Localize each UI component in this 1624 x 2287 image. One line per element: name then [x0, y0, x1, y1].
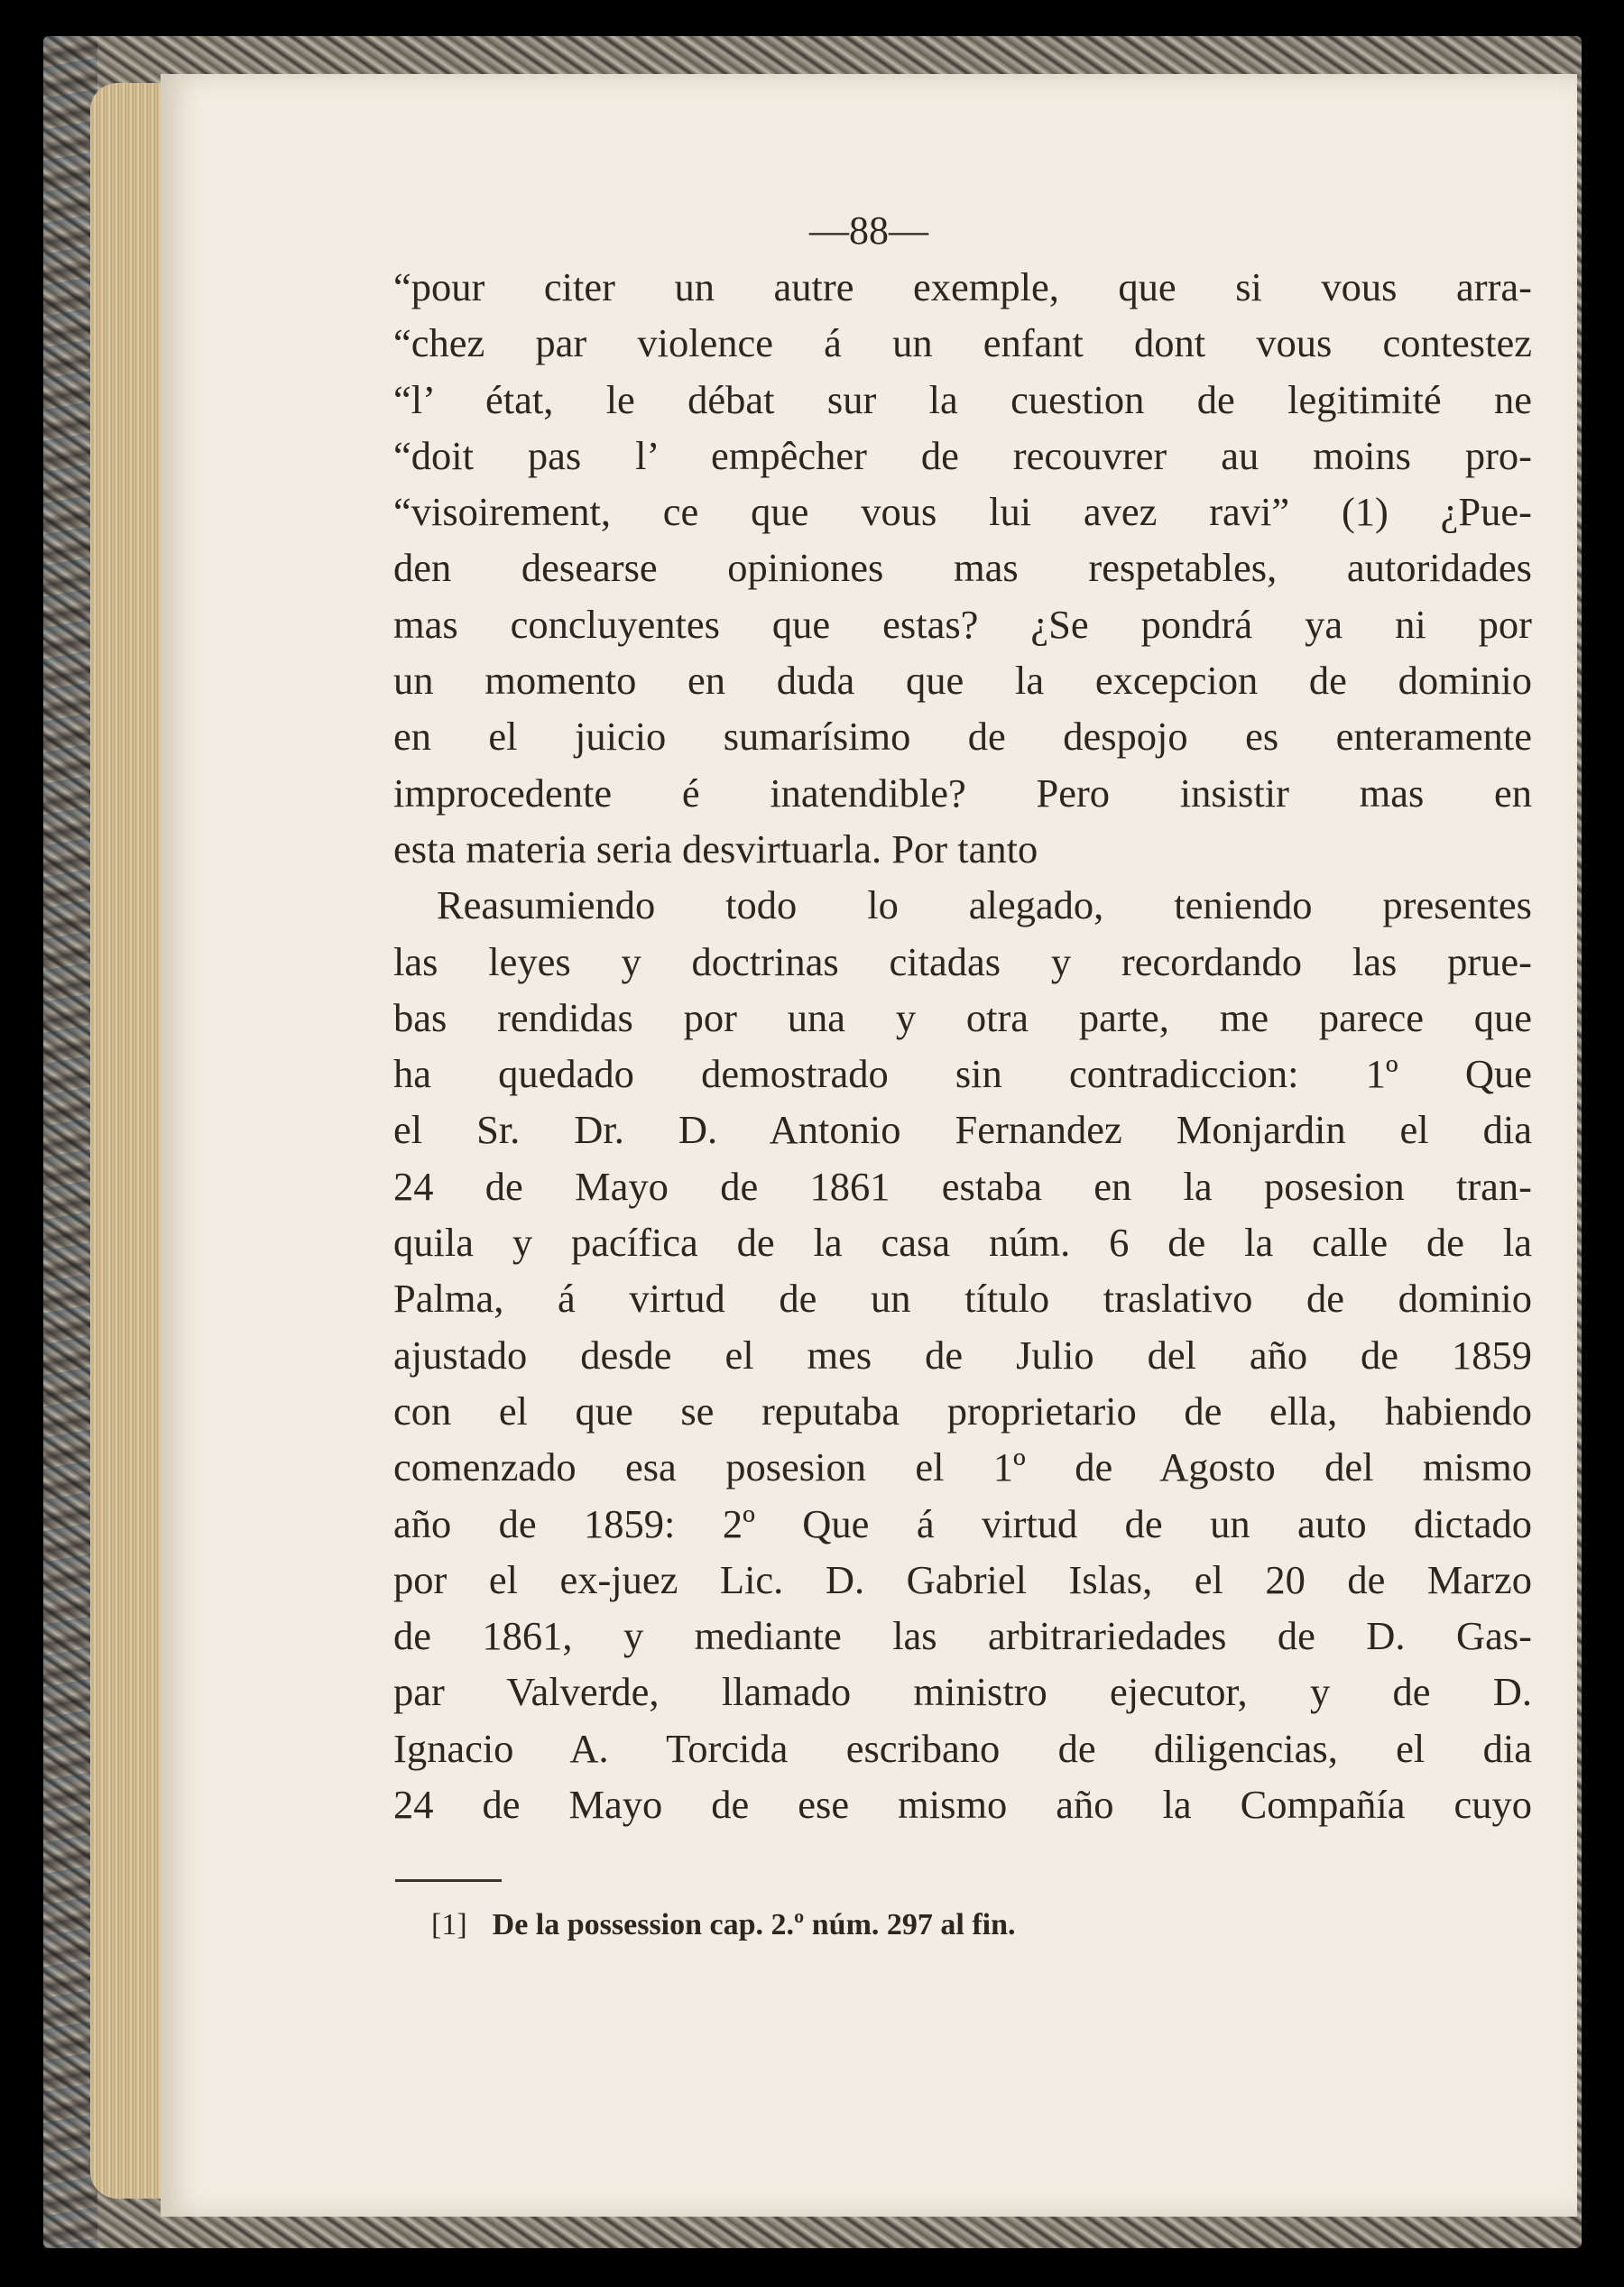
- text-line: un momento en duda que la excepcion de dominio: [393, 658, 1532, 704]
- footnote: [431, 1908, 1016, 1942]
- body-text: [393, 259, 1532, 1832]
- text-line: par Valverde, llamado ministro ejecutor, y de D.: [393, 1669, 1532, 1715]
- text-line: mas concluyentes que estas? ¿Se pondrá ya ni por: [393, 601, 1532, 647]
- text-line: esta materia seria desvirtuarla. Por tanto: [393, 825, 1038, 871]
- page-number: —88—: [809, 208, 928, 253]
- text-line: “pour citer un autre exemple, que si vous arra-: [393, 264, 1532, 309]
- footnote-marker: [1]: [431, 1908, 467, 1941]
- text-line: 24 de Mayo de 1861 estaba en la posesion tran-: [393, 1163, 1532, 1209]
- marbled-edge: [43, 36, 97, 2248]
- text-line: bas rendidas por una y otra parte, me parece que: [393, 994, 1532, 1040]
- text-line: quila y pacífica de la casa núm. 6 de la calle de la: [393, 1220, 1532, 1266]
- text-line: año de 1859: 2º Que á virtud de un auto dictado: [393, 1500, 1532, 1546]
- footnote-text: De la possession cap. 2.º núm. 297 al fin.: [492, 1908, 1016, 1941]
- text-line: 24 de Mayo de ese mismo año la Compañía cuyo: [393, 1782, 1532, 1828]
- book-page: [161, 74, 1577, 2217]
- paragraph-start-line: Reasumiendo todo lo alegado, teniendo presentes: [437, 882, 1532, 928]
- text-line: en el juicio sumarísimo de despojo es enteramente: [393, 714, 1532, 760]
- text-line: “visoirement, ce que vous lui avez ravi” (1) ¿Pue-: [393, 489, 1532, 535]
- text-line: las leyes y doctrinas citadas y recordando las prue-: [393, 938, 1532, 984]
- text-line: “l’ état, le débat sur la cuestion de legitimité ne: [393, 376, 1532, 422]
- page-stack-edge: [90, 83, 171, 2199]
- text-line: Palma, á virtud de un título traslativo de dominio: [393, 1276, 1532, 1322]
- text-line: comenzado esa posesion el 1º de Agosto del mismo: [393, 1444, 1532, 1490]
- text-line: ajustado desde el mes de Julio del año de 1859: [393, 1332, 1532, 1378]
- text-line: “doit pas l’ empêcher de recouvrer au moins pro-: [393, 432, 1532, 478]
- text-line: ha quedado demostrado sin contradiccion: 1º Que: [393, 1051, 1532, 1097]
- text-line: Ignacio A. Torcida escribano de diligencias, el dia: [393, 1725, 1532, 1771]
- text-line: por el ex-juez Lic. D. Gabriel Islas, el 20 de Marzo: [393, 1556, 1532, 1602]
- footnote-rule: [395, 1879, 502, 1882]
- text-line: den desearse opiniones mas respetables, autoridades: [393, 545, 1532, 591]
- text-line: con el que se reputaba proprietario de ella, habiendo: [393, 1388, 1532, 1434]
- text-line: de 1861, y mediante las arbitrariedades de D. Gas-: [393, 1613, 1532, 1659]
- text-line: el Sr. Dr. D. Antonio Fernandez Monjardin el dia: [393, 1107, 1532, 1153]
- text-line: improcedente é inatendible? Pero insistir mas en: [393, 770, 1532, 816]
- text-line: “chez par violence á un enfant dont vous contestez: [393, 320, 1532, 366]
